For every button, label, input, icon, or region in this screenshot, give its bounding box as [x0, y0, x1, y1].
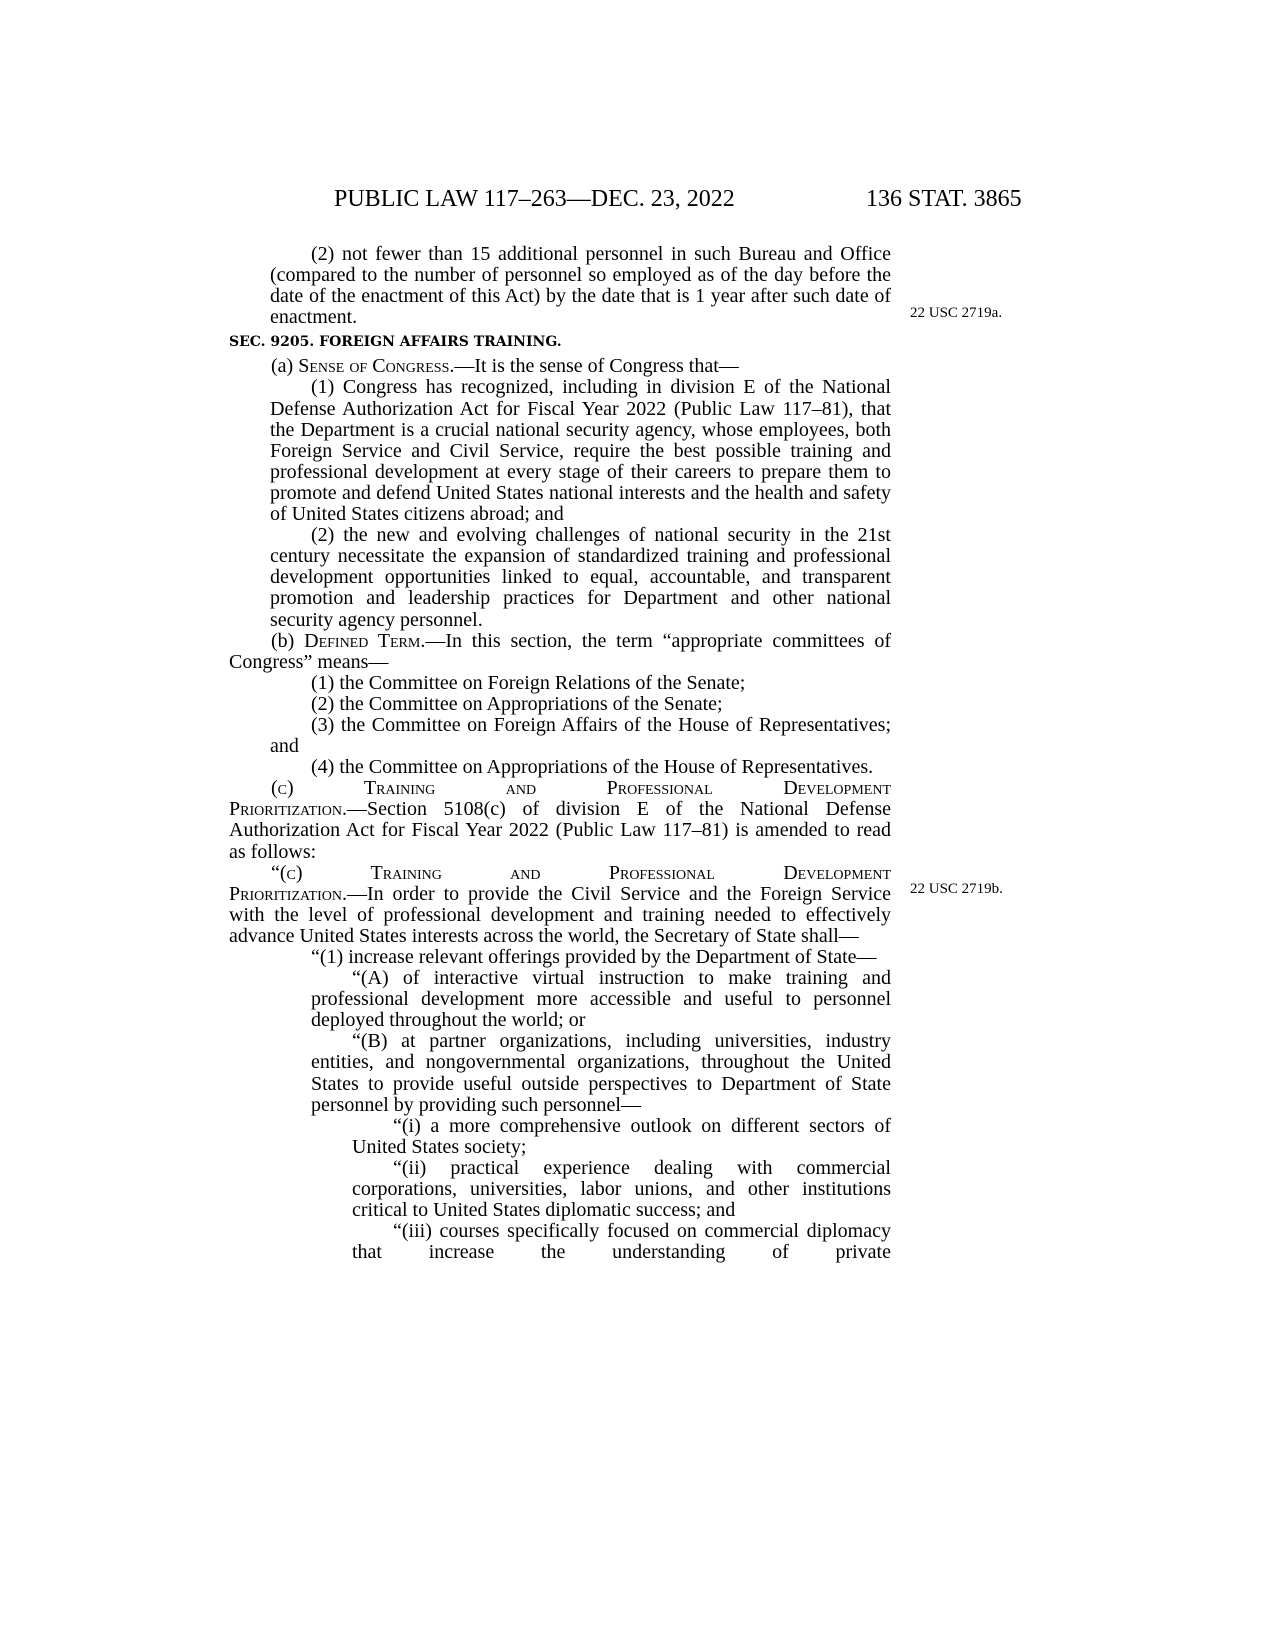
- quoted-subparagraph-a: “(A) of interactive virtual instruction to make training and professional development more accessible and useful to personnel deployed throughout the world; or: [311, 967, 891, 1032]
- subsection-b: [229, 631, 891, 673]
- paragraph-b3: (3) the Committee on Foreign Affairs of the House of Representatives; and: [270, 713, 891, 758]
- subsection-c-heading-cont: Prioritization: [229, 798, 342, 821]
- quoted-c-heading: “(c) Training and Professional Development: [271, 861, 891, 884]
- subsection-a: [229, 356, 891, 377]
- paragraph-a2: (2) the new and evolving challenges of national security in the 21st century necessitate the expansion of standardized training and professional development opportunities linked to equal, accountable, and transparent promotion and leadership practices for Department and other national security agency personnel.: [270, 524, 891, 631]
- body-text: [229, 244, 891, 1263]
- subsection-b-text: .—In this section, the term “appropriate committees of Congress” means—: [229, 629, 891, 673]
- subsection-a-text: .—It is the sense of Congress that—: [449, 355, 739, 378]
- quoted-c-text: .—In order to provide the Civil Service and the Foreign Service with the level of professional development and training needed to effectively advance United States interests across the world, the Secretary of State shall—: [229, 882, 891, 947]
- quoted-clause-i: “(i) a more comprehensive outlook on different sectors of United States society;: [352, 1114, 891, 1158]
- running-header-title: PUBLIC LAW 117–263—DEC. 23, 2022: [334, 186, 735, 212]
- paragraph-b4: (4) the Committee on Appropriations of the House of Representatives.: [311, 756, 874, 779]
- margin-note-usc-2719a: 22 USC 2719a.: [910, 305, 1003, 321]
- quoted-paragraph-1: “(1) increase relevant offerings provided by the Department of State—: [311, 946, 877, 968]
- quoted-c: [229, 884, 891, 947]
- quoted-clause-ii: “(ii) practical experience dealing with commercial corporations, universities, labor unions, and other institutions critical to United States diplomatic success; and: [352, 1156, 891, 1222]
- subsection-a-label: (a): [271, 355, 299, 378]
- subsection-a-heading: Sense of Congress: [298, 355, 450, 378]
- subsection-b-label: (b): [271, 629, 305, 652]
- margin-note-usc-2719b: 22 USC 2719b.: [910, 881, 1003, 897]
- quoted-clause-iii: “(iii) courses specifically focused on commercial diplomacy that increase the understanding of private: [352, 1220, 891, 1264]
- page-number: 136 STAT. 3865: [866, 186, 1022, 212]
- subsection-c: [229, 799, 891, 862]
- subsection-c-heading: (c) Training and Professional Development: [271, 777, 891, 800]
- subsection-c-text: .—Section 5108(c) of division E of the National Defense Authorization Act for Fiscal Year 2022 (Public Law 117–81) is amended to read as follows:: [229, 798, 891, 863]
- paragraph-b2: (2) the Committee on Appropriations of the Senate;: [311, 692, 723, 715]
- subsection-b-heading: Defined Term: [304, 629, 421, 652]
- quoted-c-heading-cont: Prioritization: [229, 882, 342, 905]
- section-heading: SEC. 9205. FOREIGN AFFAIRS TRAINING.: [229, 334, 562, 351]
- paragraph-a1: (1) Congress has recognized, including in division E of the National Defense Authorization Act for Fiscal Year 2022 (Public Law 117–81), that the Department is a crucial national security agency, whose employees, both Foreign Service and Civil Service, require the best possible training and professional development at every stage of their careers to prepare them to promote and defend United States national interests and the health and safety of United States citizens abroad; and: [270, 376, 891, 526]
- paragraph-b1: (1) the Committee on Foreign Relations of the Senate;: [311, 671, 746, 694]
- paragraph-2-continued: (2) not fewer than 15 additional personnel in such Bureau and Office (compared to the number of personnel so employed as of the day before the date of the enactment of this Act) by the date that is 1 year after such date of enactment.: [270, 243, 891, 329]
- quoted-subparagraph-b: “(B) at partner organizations, including universities, industry entities, and nongovernmental organizations, throughout the United States to provide useful outside perspectives to Department of State personnel by providing such personnel—: [311, 1030, 891, 1116]
